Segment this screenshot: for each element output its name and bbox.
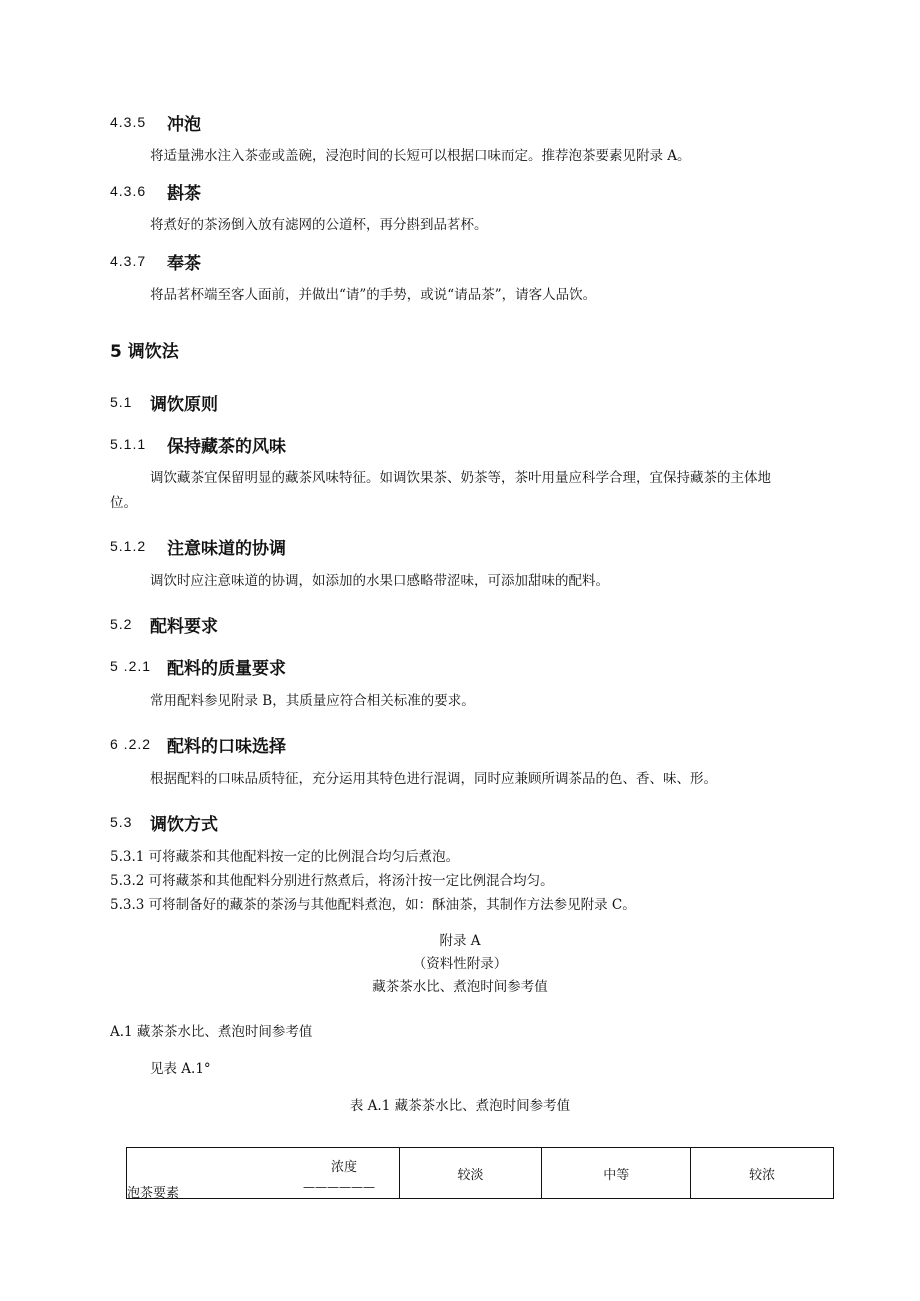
table-header-cell: 中等 [542,1148,691,1199]
section-number: 5.1.1 [110,436,147,452]
appendix-type: （资料性附录） [412,956,508,972]
section-title: 冲泡 [167,115,201,135]
section-title: 注意味道的协调 [167,539,286,559]
appendix-title: 藏茶茶水比、煮泡时间参考值 [372,979,548,995]
table-corner-cell [127,1148,400,1199]
paragraph: 将适量沸水注入茶壶或盖碗，浸泡时间的长短可以根据口味而定。推荐泡茶要素见附录 A。 [150,148,691,164]
paragraph: 调饮藏茶宜保留明显的藏茶风味特征。如调饮果茶、奶茶等，茶叶用量应科学合理，宜保持藏茶的主体地 [150,470,771,486]
paragraph: 调饮时应注意味道的协调，如添加的水果口感略带涩味，可添加甜味的配料。 [150,573,609,589]
section-number: 4.3.5 [110,114,147,130]
section-number: 5.2 [110,616,133,632]
table-header-cell: 较浓 [691,1148,834,1199]
table-caption: 表 A.1 藏茶茶水比、煮泡时间参考值 [349,1098,571,1114]
section-title: 配料的口味选择 [167,737,286,757]
section-number: 5.1 [110,394,133,410]
section-title: 保持藏茶的风味 [167,437,286,457]
section-number: 6 .2.2 [110,736,152,752]
list-item: 5.3.1 可将藏茶和其他配料按一定的比例混合均匀后煮泡。 [110,849,460,865]
header-concentration: 浓度 [331,1160,358,1175]
list-item: 5.3.3 可将制备好的藏茶的茶汤与其他配料煮泡，如：酥油茶，其制作方法参见附录 C。 [110,897,636,913]
paragraph-continuation: 位。 [110,495,137,511]
section-title: 配料要求 [150,617,218,637]
section-title: 调饮原则 [150,395,218,415]
list-item: 5.3.2 可将藏茶和其他配料分别进行熬煮后，将汤汁按一定比例混合均匀。 [110,873,554,889]
header-elements: 泡茶要素 [127,1186,180,1201]
section-number: 5.1.2 [110,538,147,554]
table-header-row [127,1148,834,1199]
section-number: 4.3.6 [110,183,147,199]
section-number: 5 .2.1 [110,658,152,674]
section-title: 配料的质量要求 [167,659,286,679]
paragraph: 根据配料的口味品质特征，充分运用其特色进行混调，同时应兼顾所调茶品的色、香、味、形。 [150,771,717,787]
paragraph: 常用配料参见附录 B，其质量应符合相关标准的要求。 [150,693,475,709]
chapter-title: 5 调饮法 [110,342,179,362]
section-title: 奉茶 [167,254,201,274]
paragraph: 将煮好的茶汤倒入放有滤网的公道杯，再分斟到品茗杯。 [150,217,488,233]
appendix-heading: A.1 藏茶茶水比、煮泡时间参考值 [110,1024,313,1040]
section-number: 4.3.7 [110,253,147,269]
appendix-label: 附录 A [439,933,481,949]
table-reference: 见表 A.1° [150,1061,211,1077]
paragraph: 将品茗杯端至客人面前，并做出“请”的手势，或说“请品茶”，请客人品饮。 [150,287,597,303]
section-number: 5.3 [110,814,133,830]
table-header-cell: 较淡 [399,1148,542,1199]
header-divider: —————— [303,1180,375,1194]
section-title: 斟茶 [167,184,201,204]
section-title: 调饮方式 [150,815,218,835]
reference-table [126,1147,834,1199]
